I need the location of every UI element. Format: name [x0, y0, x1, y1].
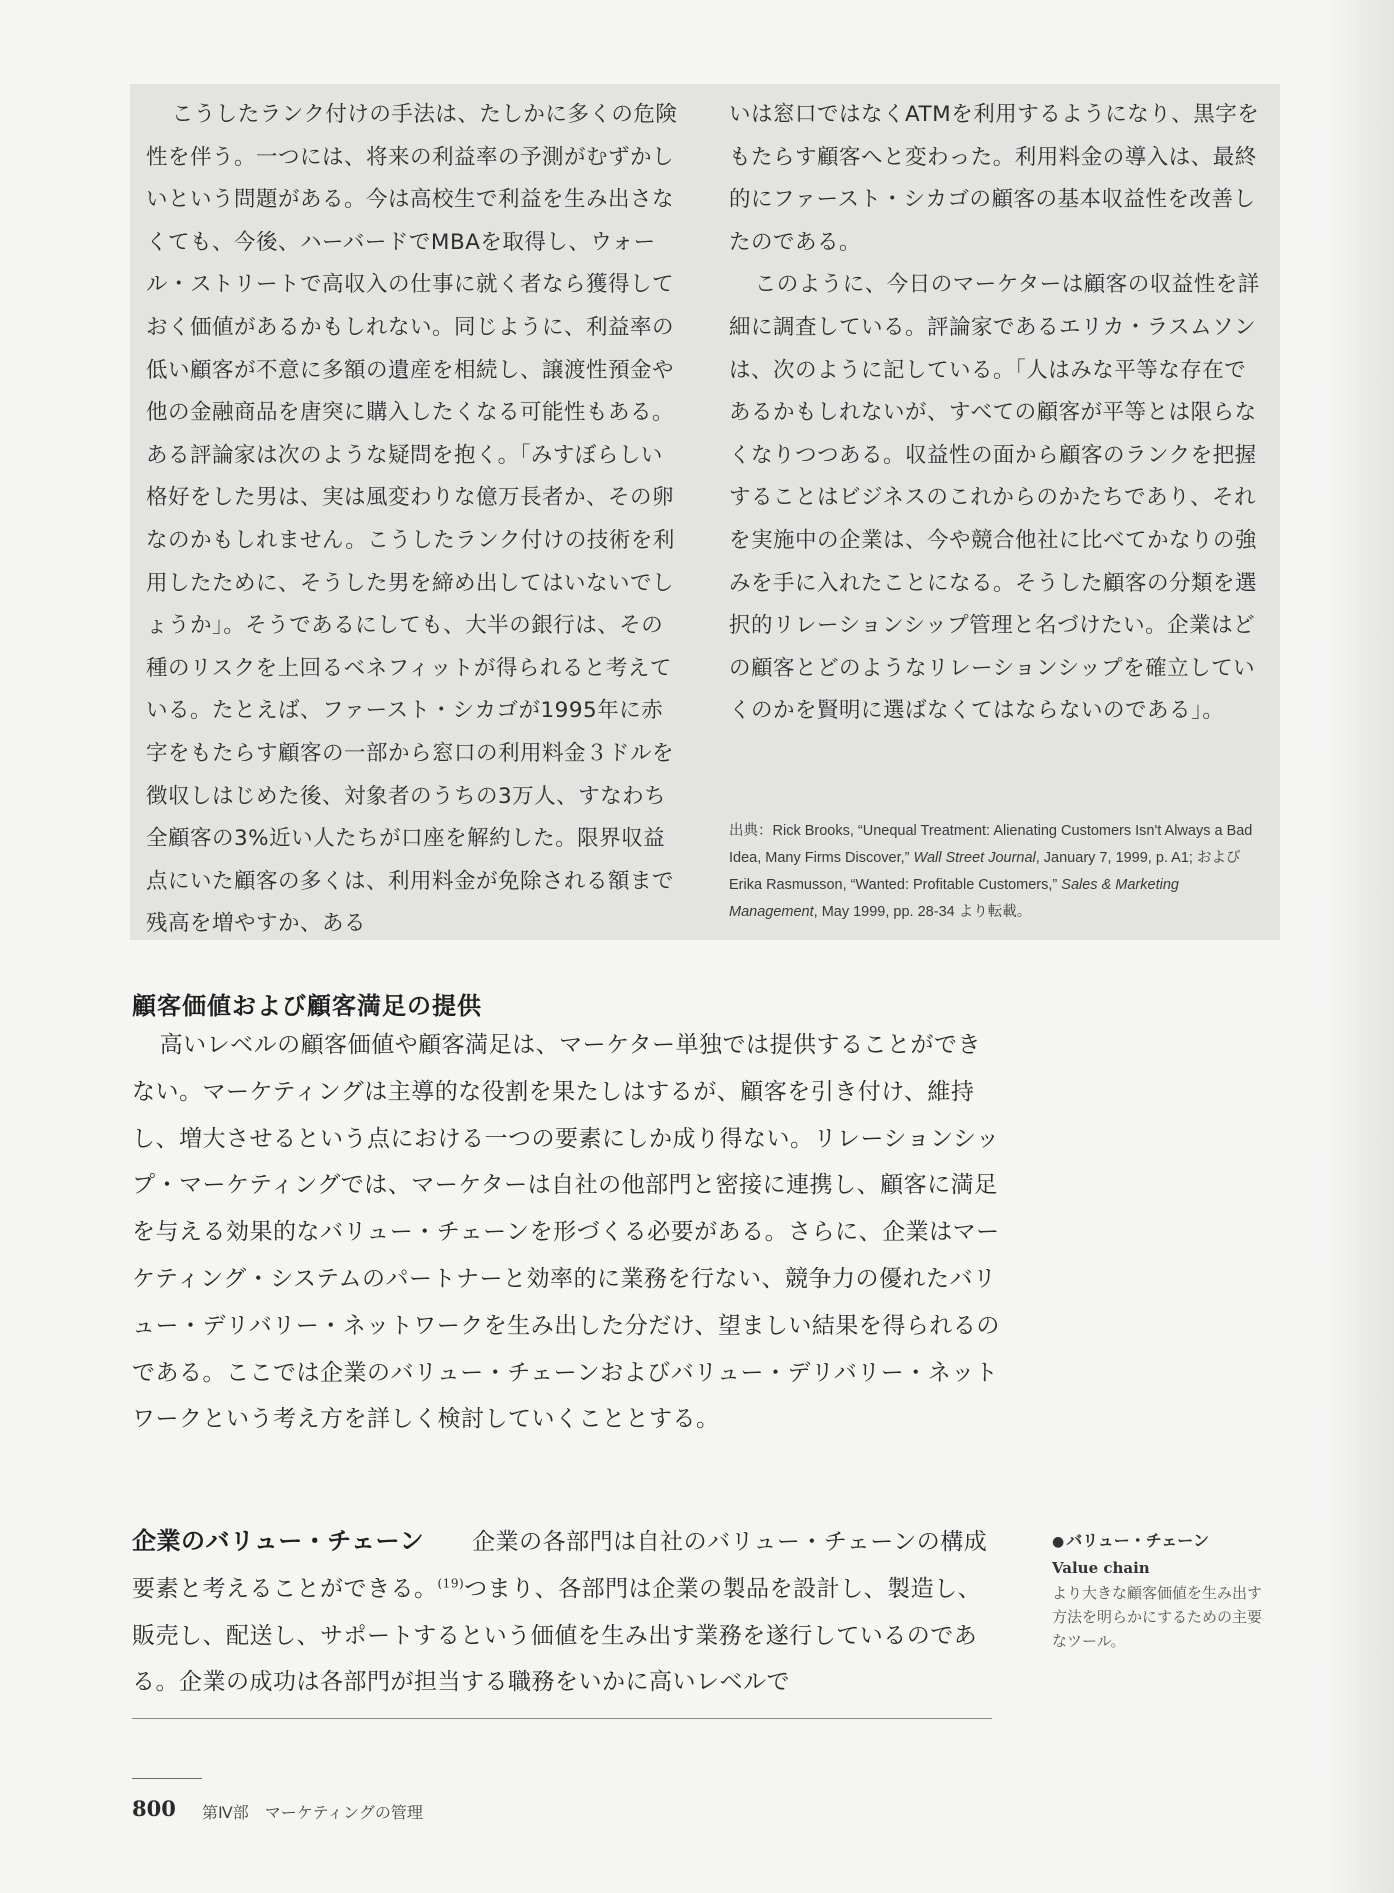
text-bottom-rule — [132, 1718, 992, 1719]
body-text: つまり、各部門は企業の製品を設計し、製造し、販売し、配送し、サポートするという価値を生み出す業務を遂行しているのである。企業の成功は各部門が担当する職務をいかに高いレベルで — [132, 1575, 982, 1696]
page-number: 800 — [132, 1796, 176, 1821]
footnote-reference: (19) — [437, 1576, 465, 1591]
case-box-paragraph: いは窓口ではなくATMを利用するようになり、黒字をもたらす顧客へと変わった。利用料金の導入は、最終的にファースト・シカゴの顧客の基本収益性を改善したのである。 — [729, 102, 1260, 255]
glossary-definition: より大きな顧客価値を生み出す方法を明らかにするための主要なツール。 — [1052, 1584, 1263, 1650]
case-box-paragraph: このように、今日のマーケターは顧客の収益性を詳細に調査している。評論家であるエリカ・ラスムソンは、次のように記している。「人はみな平等な存在であるかもしれないが、すべての顧客が平等とは限らなくなりつつある。収益性の面から顧客のランクを把握することはビジネスのこれからのかたちであり、それを実施中の企業は、今や競合他社に比べてかなりの強みを手に入れたことになる。そうした顧客の分類を選択的リレーションシップ管理と名づけたい。企業はどの顧客とどのようなリレーションシップを確立していくのかを賢明に選ばなくてはならないのである」。 — [729, 272, 1260, 724]
case-box-left-column — [146, 94, 682, 946]
source-citation — [729, 818, 1269, 926]
case-box-paragraph: こうしたランク付けの手法は、たしかに多くの危険性を伴う。一つには、将来の利益率の予測がむずかしいという問題がある。今は高校生で利益を生み出さなくても、今後、ハーバードでMBAを取得し、ウォール・ストリートで高収入の仕事に就く者なら獲得しておく価値があるかもしれない。同じように、利益率の低い顧客が不意に多額の遺産を相続し、譲渡性預金や他の金融商品を唐突に購入したくなる可能性もある。ある評論家は次のような疑問を抱く。「みすぼらしい格好をした男は、実は風変わりな億万長者か、その卵なのかもしれません。こうしたランク付けの技術を利用したために、そうした男を締め出してはいないでしょうか」。そうであるにしても、大半の銀行は、その種のリスクを上回るベネフィットが得られると考えている。たとえば、ファースト・シカゴが1995年に赤字をもたらす顧客の一部から窓口の利用料金３ドルを徴収しはじめた後、対象者のうちの3万人、すなわち全顧客の3%近い人たちが口座を解約した。限界収益点にいた顧客の多くは、利用料金が免除される額まで残高を増やすか、ある — [146, 102, 678, 937]
section-body — [132, 1022, 1002, 1443]
section-heading: 顧客価値および顧客満足の提供 — [132, 991, 482, 1020]
body-paragraph: 高いレベルの顧客価値や顧客満足は、マーケター単独では提供することができない。マーケティングは主導的な役割を果たしはするが、顧客を引き付け、維持し、増大させるという点における一つの要素にしか成り得ない。リレーションシップ・マーケティングでは、マーケターは自社の他部門と密接に連携し、顧客に満足を与える効果的なバリュー・チェーンを形づくる必要がある。さらに、企業はマーケティング・システムのパートナーと効率的に業務を行ない、競争力の優れたバリュー・デリバリー・ネットワークを生み出した分だけ、望ましい結果を得られるのである。ここでは企業のバリュー・チェーンおよびバリュー・デリバリー・ネットワークという考え方を詳しく検討していくこととする。 — [132, 1032, 1000, 1433]
subsection-heading: 企業のバリュー・チェーン — [132, 1527, 425, 1555]
citation-journal: Wall Street Journal — [913, 850, 1036, 866]
glossary-term-english: Value chain — [1052, 1559, 1150, 1577]
body-text: 企業の各部門は自社のバリュー・チェーンの構成要素と考えることができる。 — [132, 1529, 988, 1602]
running-footer — [202, 1800, 423, 1823]
margin-glossary-note — [1052, 1528, 1272, 1653]
value-chain-paragraph — [132, 1518, 1002, 1706]
glossary-term — [1052, 1528, 1272, 1555]
bullet-icon: ● — [1052, 1534, 1065, 1550]
citation-text: 出典：Rick Brooks, “Unequal Treatment: Alienating Customers Isn't Always a Bad Idea, Many Firms Discover,” — [729, 823, 1253, 866]
glossary-term-label: バリュー・チェーン — [1066, 1531, 1209, 1550]
part-label: 第Ⅳ部 — [202, 1803, 249, 1822]
page-gutter-shadow — [1324, 0, 1394, 1893]
folio-rule — [132, 1778, 202, 1779]
citation-magazine: Sales & Marketing Management — [729, 877, 1179, 920]
citation-text: , May 1999, pp. 28-34 より転載。 — [813, 904, 1032, 920]
case-box-right-column — [729, 94, 1265, 733]
citation-text: , January 7, 1999, p. A1; および Erika Rasmusson, “Wanted: Profitable Customers,” — [729, 850, 1241, 893]
part-title: マーケティングの管理 — [264, 1803, 423, 1822]
